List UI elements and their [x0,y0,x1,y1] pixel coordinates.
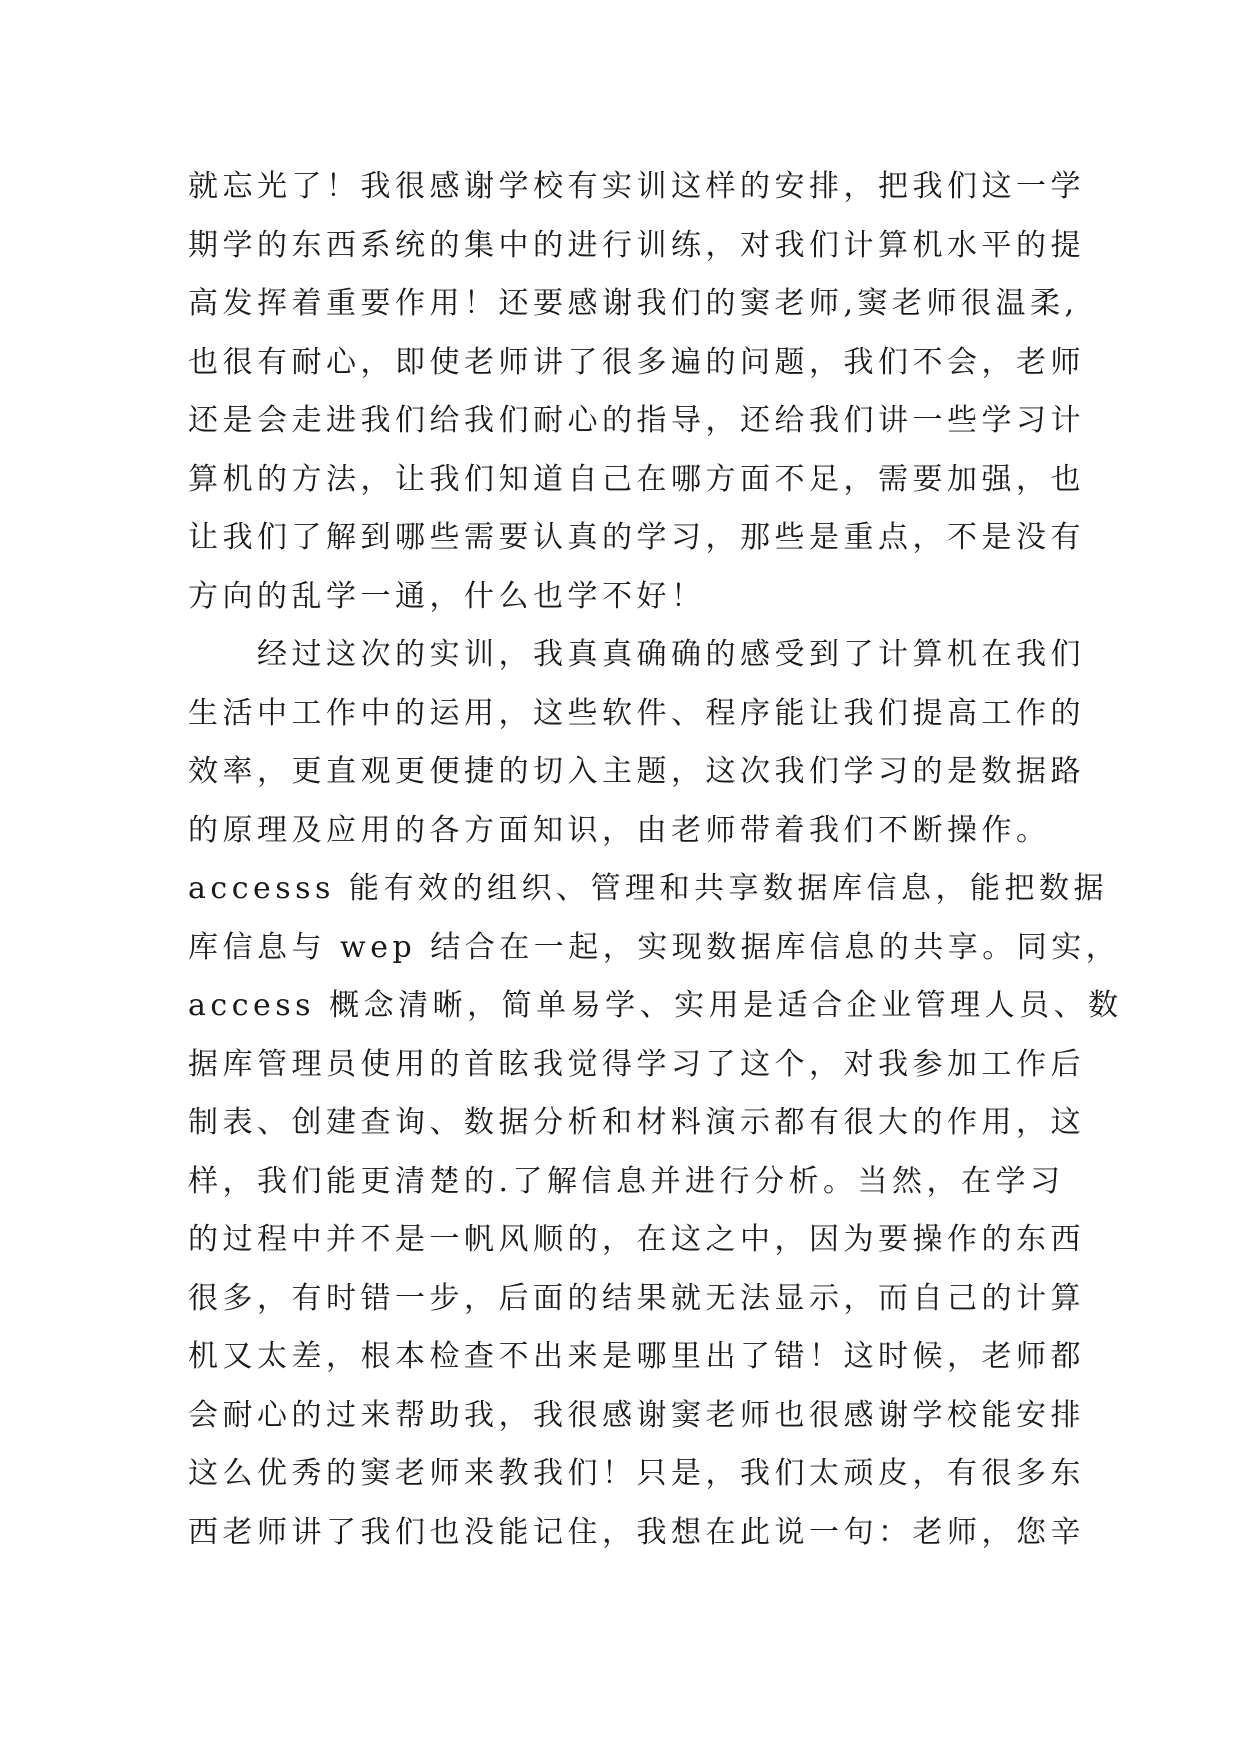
text-line-22: 会耐心的过来帮助我，我很感谢窦老师也很感谢学校能安排 [188,1397,1085,1433]
text-line-7: 让我们了解到哪些需要认真的学习，那些是重点，不是没有 [188,520,1085,555]
text-line-5: 还是会走进我们给我们耐心的指导，还给我们讲一些学习计 [188,403,1085,438]
text-line-10: 生活中工作中的运用，这些软件、程序能让我们提高工作的 [188,695,1085,731]
text-line-12: 的原理及应用的各方面知识，由老师带着我们不断操作。 [188,812,1051,848]
document-body [188,158,1123,1562]
text-line-16: 据库管理员使用的首眩我觉得学习了这个，对我参加工作后 [188,1046,1085,1082]
text-line-13: accesss 能有效的组织、管理和共享数据库信息，能把数据 [188,871,1108,906]
text-line-4: 也很有耐心，即使老师讲了很多遍的问题，我们不会，老师 [188,344,1085,380]
text-line-1: 就忘光了！我很感谢学校有实训这样的安排，把我们这一学 [188,169,1085,204]
text-line-21: 机又太差，根本检查不出来是哪里出了错！这时候，老师都 [188,1339,1085,1374]
text-line-20: 很多，有时错一步，后面的结果就无法显示，而自己的计算 [188,1280,1085,1316]
text-line-2: 期学的东西系统的集中的进行训练，对我们计算机水平的提 [188,227,1085,263]
text-line-18: 样，我们能更清楚的.了解信息并进行分析。当然，在学习 [188,1163,1065,1199]
text-line-15: access 概念清晰，简单易学、实用是适合企业管理人员、数 [188,988,1123,1023]
text-line-19: 的过程中并不是一帆风顺的，在这之中，因为要操作的东西 [188,1222,1085,1257]
text-line-3: 高发挥着重要作用！还要感谢我们的窦老师,窦老师很温柔, [188,286,1079,321]
text-line-23: 这么优秀的窦老师来教我们！只是，我们太顽皮，有很多东 [188,1456,1085,1491]
text-line-8: 方向的乱学一通，什么也学不好！ [188,578,706,614]
text-line-9: 经过这次的实训，我真真确确的感受到了计算机在我们 [188,637,1085,672]
text-line-6: 算机的方法，让我们知道自己在哪方面不足，需要加强，也 [188,461,1085,497]
text-line-14: 库信息与 wep 结合在一起，实现数据库信息的共享。同实， [188,929,1121,965]
text-line-17: 制表、创建查询、数据分析和材料演示都有很大的作用，这 [188,1105,1085,1140]
text-line-11: 效率，更直观更便捷的切入主题，这次我们学习的是数据路 [188,754,1085,789]
text-line-24: 西老师讲了我们也没能记住，我想在此说一句：老师，您辛 [188,1514,1085,1550]
